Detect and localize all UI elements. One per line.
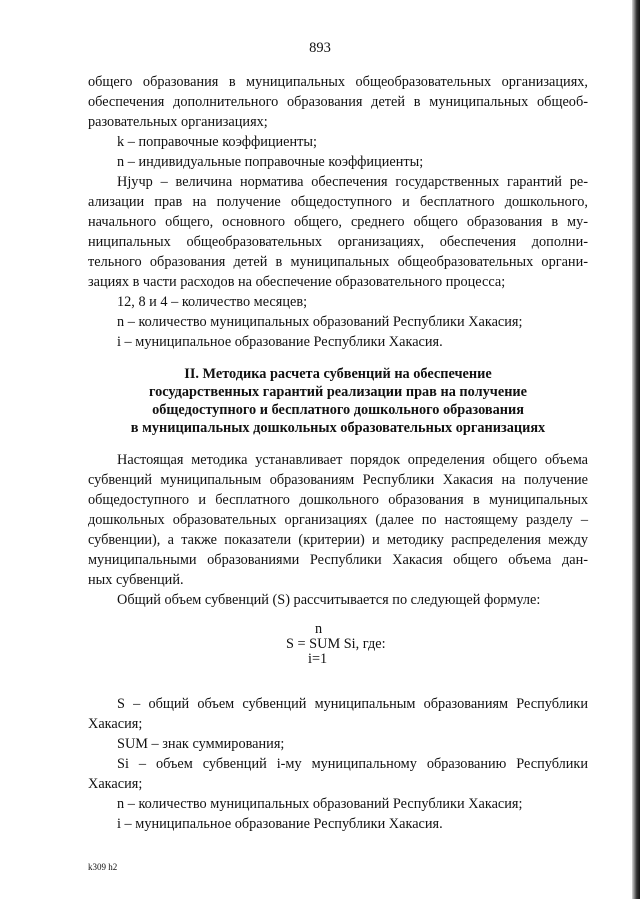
text-line: обеспечения дополнительного образования детей в муниципальных общеоб- [88,94,588,110]
section-heading-line: государственных гарантий реализации прав на получение [148,384,528,400]
text-line: n – индивидуальные поправочные коэффициенты; [117,154,424,170]
text-line: Настоящая методика устанавливает порядок определения общего объема [117,452,588,468]
text-line: ализации прав на получение общедоступного и бесплатного дошкольного, [88,194,588,210]
page-edge-shadow [632,0,640,899]
text-line: Хакасия; [88,776,143,792]
text-line: общего образования в муниципальных общеобразовательных организациях, [88,74,588,90]
text-line: общедоступного и бесплатного дошкольного образования в муниципальных [88,492,588,508]
text-line: дошкольных образовательных организациях (далее по настоящему разделу – [88,512,588,528]
formula: S = SUM Si, где: [286,636,386,652]
text-line: k – поправочные коэффициенты; [117,134,318,150]
text-line: Hjучр – величина норматива обеспечения государственных гарантий ре- [117,174,588,190]
section-heading-line: II. Методика расчета субвенций на обеспечение [184,366,492,382]
text-line: 12, 8 и 4 – количество месяцев; [117,294,308,310]
section-heading-line: в муниципальных дошкольных образовательных организациях [130,420,546,436]
text-line: i – муниципальное образование Республики Хакасия. [117,816,443,832]
text-line: зациях в части расходов на обеспечение образовательного процесса; [88,274,506,290]
formula-lower-limit: i=1 [308,651,328,667]
page-number: 893 [309,40,331,56]
formula-upper-limit: n [315,621,323,637]
text-line: S – общий объем субвенций муниципальным образованиям Республики [117,696,588,712]
text-line: тельного образования детей в муниципальных общеобразовательных органи- [88,254,588,270]
text-line: разовательных организациях; [88,114,268,130]
text-line: Общий объем субвенций (S) рассчитывается по следующей формуле: [117,592,541,608]
text-line: Хакасия; [88,716,143,732]
text-line: ных субвенций. [88,572,184,588]
text-line: i – муниципальное образование Республики Хакасия. [117,334,443,350]
text-line: муниципальными образованиями Республики Хакасия общего объема дан- [88,552,588,568]
text-line: n – количество муниципальных образований Республики Хакасия; [117,796,523,812]
text-line: субвенций муниципальным образованиям Республики Хакасия на получение [88,472,588,488]
text-line: субвенции), а также показатели (критерии) и методику распределения между [88,532,588,548]
text-line: SUM – знак суммирования; [117,736,285,752]
section-heading-line: общедоступного и бесплатного дошкольного образования [152,402,524,418]
text-line: ниципальных общеобразовательных организациях, обеспечения дополни- [88,234,588,250]
text-line: Si – объем субвенций i-му муниципальному образованию Республики [117,756,588,772]
footer-code: k309 h2 [88,862,118,872]
text-line: начального общего, основного общего, среднего общего образования в му- [88,214,588,230]
text-line: n – количество муниципальных образований Республики Хакасия; [117,314,523,330]
